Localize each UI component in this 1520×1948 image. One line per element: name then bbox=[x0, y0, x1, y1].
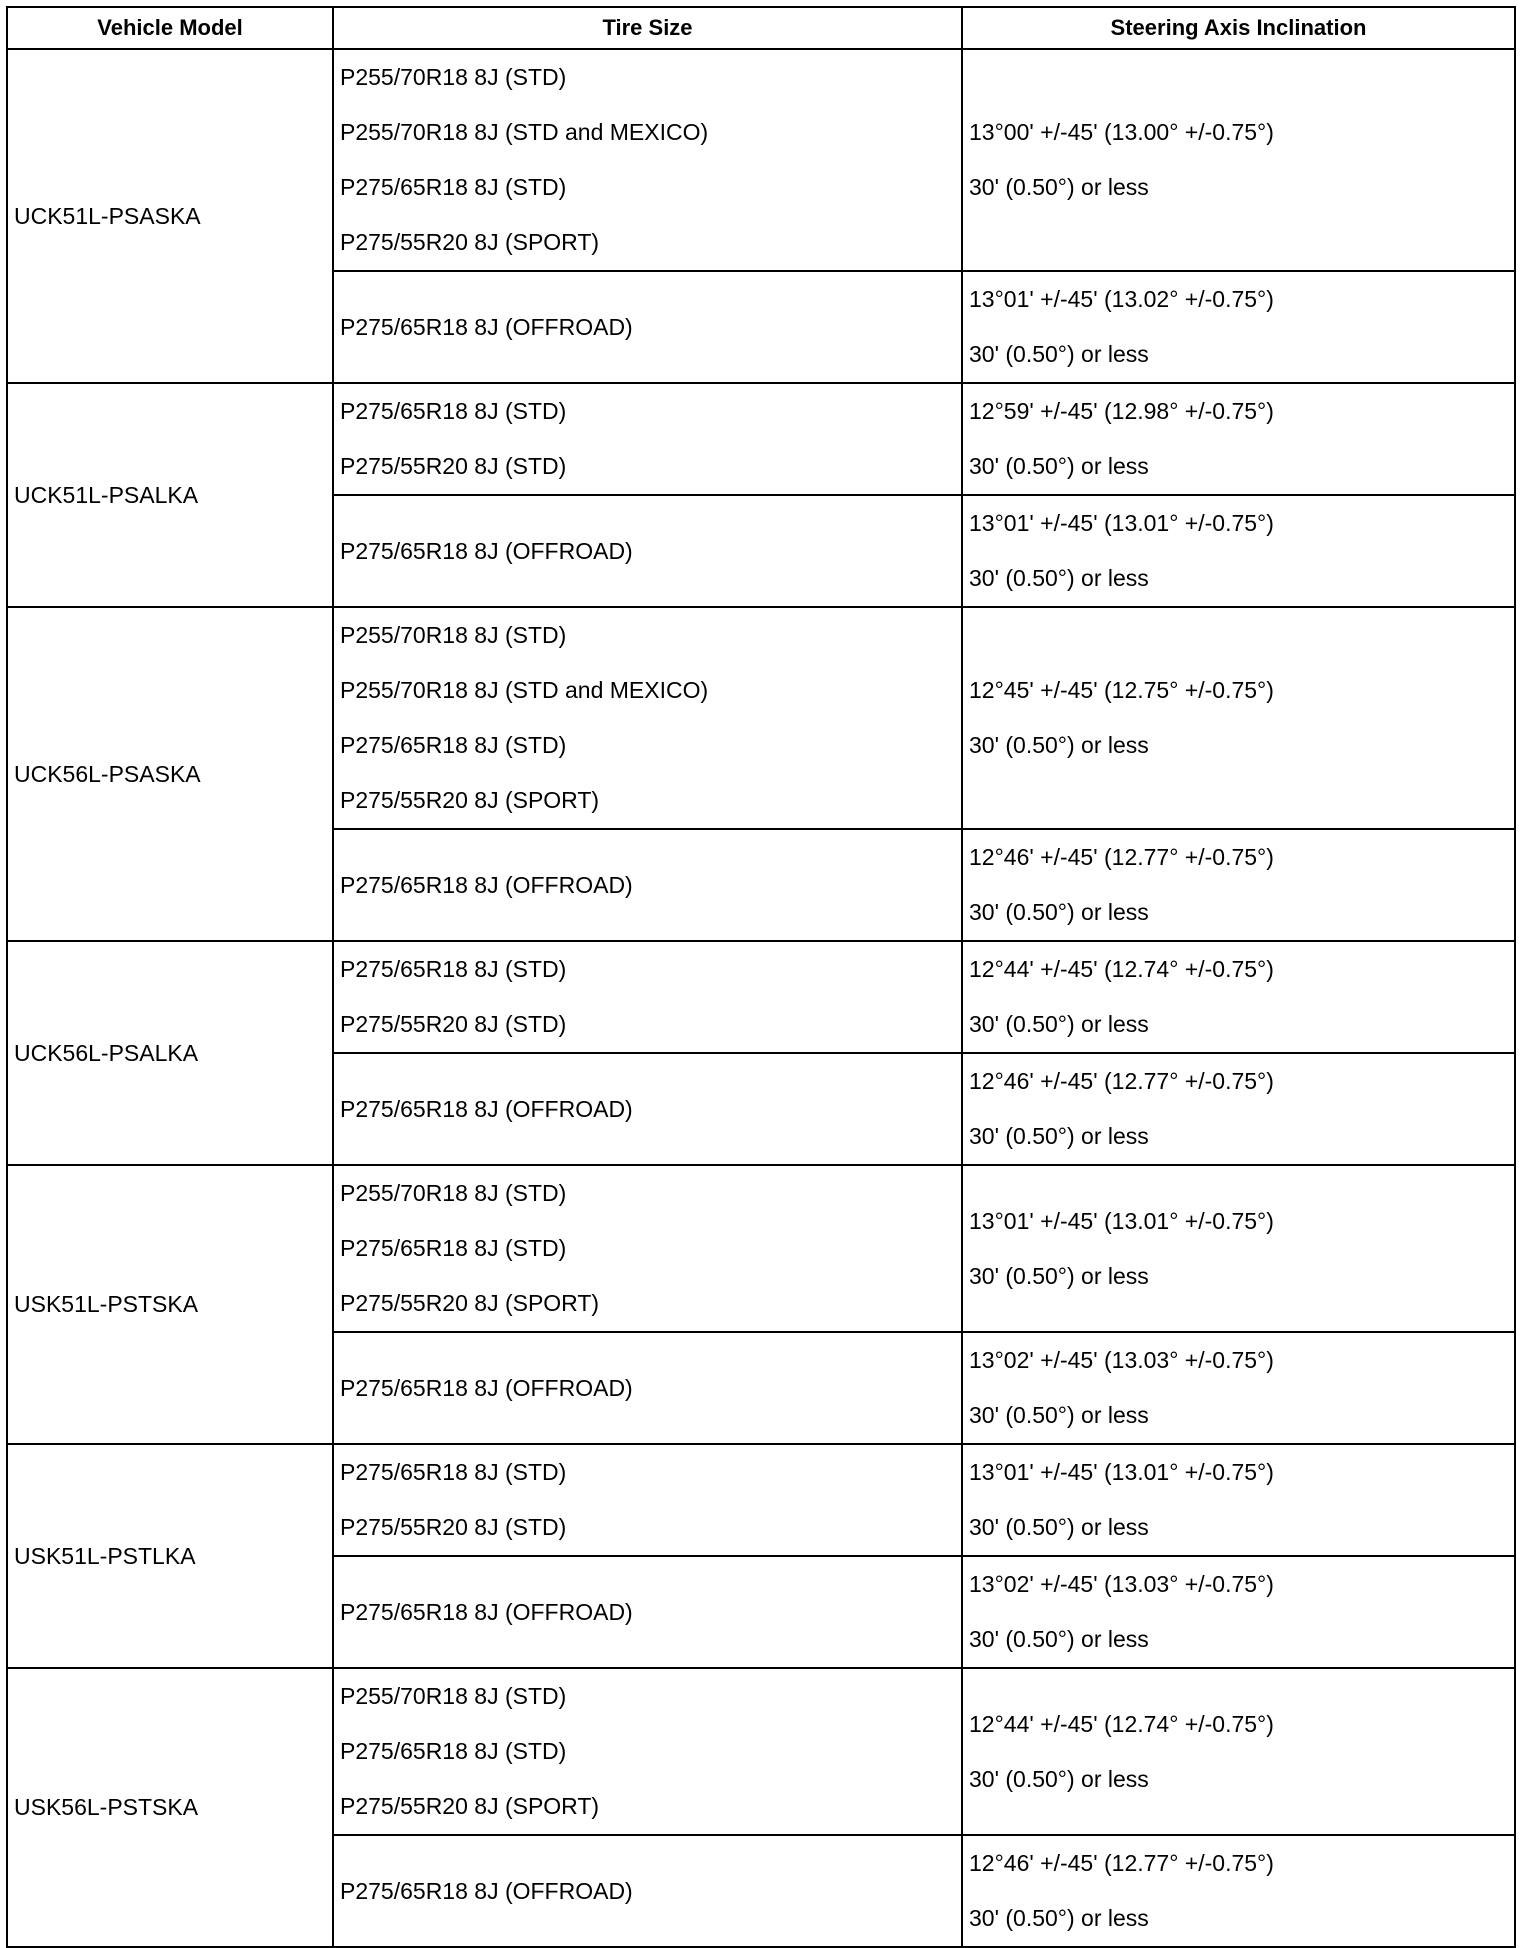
cross-difference-value: 30' (0.50°) or less bbox=[969, 1402, 1149, 1428]
inclination-value: 12°44' +/-45' (12.74° +/-0.75°) bbox=[969, 956, 1274, 982]
cross-difference-value: 30' (0.50°) or less bbox=[969, 1765, 1149, 1792]
tire-size-line: P275/65R18 8J (OFFROAD) bbox=[340, 871, 633, 898]
tire-size-line: P275/65R18 8J (STD) bbox=[340, 732, 567, 758]
tire-size-line: P275/65R18 8J (STD) bbox=[340, 1459, 567, 1485]
steering-axis-inclination-cell bbox=[962, 49, 1515, 271]
cross-difference-value: 30' (0.50°) or less bbox=[969, 1123, 1149, 1149]
inclination-value: 13°02' +/-45' (13.03° +/-0.75°) bbox=[969, 1571, 1274, 1597]
cross-difference-value: 30' (0.50°) or less bbox=[969, 1011, 1149, 1037]
steering-axis-inclination-cell bbox=[962, 1556, 1515, 1668]
cross-difference-value: 30' (0.50°) or less bbox=[969, 565, 1149, 591]
steering-axis-inclination-cell bbox=[962, 495, 1515, 607]
inclination-value: 13°01' +/-45' (13.01° +/-0.75°) bbox=[969, 510, 1274, 536]
table-row bbox=[7, 49, 1515, 271]
tire-size-line: P275/55R20 8J (SPORT) bbox=[340, 787, 600, 813]
tire-size-line: P275/65R18 8J (OFFROAD) bbox=[340, 313, 633, 340]
steering-axis-inclination-cell bbox=[962, 829, 1515, 941]
inclination-value: 13°01' +/-45' (13.01° +/-0.75°) bbox=[969, 1207, 1274, 1234]
table-row bbox=[7, 941, 1515, 1053]
tire-size-line: P255/70R18 8J (STD) bbox=[340, 1683, 567, 1709]
tire-size-line: P275/65R18 8J (STD) bbox=[340, 1738, 567, 1764]
inclination-value: 13°01' +/-45' (13.02° +/-0.75°) bbox=[969, 286, 1274, 312]
vehicle-model-cell: UCK51L-PSALKA bbox=[7, 383, 333, 607]
inclination-value: 12°59' +/-45' (12.98° +/-0.75°) bbox=[969, 398, 1274, 424]
inclination-value: 12°46' +/-45' (12.77° +/-0.75°) bbox=[969, 1068, 1274, 1094]
tire-size-line: P275/65R18 8J (OFFROAD) bbox=[340, 1598, 633, 1625]
cross-difference-value: 30' (0.50°) or less bbox=[969, 453, 1149, 479]
vehicle-model-cell: UCK51L-PSASKA bbox=[7, 49, 333, 383]
tire-size-line: P255/70R18 8J (STD and MEXICO) bbox=[340, 677, 709, 703]
steering-axis-inclination-cell bbox=[962, 1053, 1515, 1165]
tire-size-cell bbox=[333, 1835, 962, 1947]
vehicle-model-cell: UCK56L-PSALKA bbox=[7, 941, 333, 1165]
steering-axis-inclination-cell bbox=[962, 271, 1515, 383]
tire-size-line: P275/65R18 8J (STD) bbox=[340, 174, 567, 200]
tire-size-cell bbox=[333, 1165, 962, 1332]
tire-size-line: P255/70R18 8J (STD) bbox=[340, 1180, 567, 1206]
steering-axis-inclination-cell bbox=[962, 1332, 1515, 1444]
steering-axis-inclination-cell bbox=[962, 607, 1515, 829]
inclination-value: 12°44' +/-45' (12.74° +/-0.75°) bbox=[969, 1710, 1274, 1737]
cross-difference-value: 30' (0.50°) or less bbox=[969, 732, 1149, 758]
cross-difference-value: 30' (0.50°) or less bbox=[969, 174, 1149, 200]
tire-size-cell bbox=[333, 383, 962, 495]
inclination-value: 13°02' +/-45' (13.03° +/-0.75°) bbox=[969, 1347, 1274, 1373]
cross-difference-value: 30' (0.50°) or less bbox=[969, 899, 1149, 925]
tire-size-line: P275/65R18 8J (STD) bbox=[340, 956, 567, 982]
vehicle-model-cell: USK56L-PSTSKA bbox=[7, 1668, 333, 1947]
tire-size-line: P275/55R20 8J (STD) bbox=[340, 1011, 567, 1037]
header-vehicle-model: Vehicle Model bbox=[7, 7, 333, 49]
cross-difference-value: 30' (0.50°) or less bbox=[969, 1514, 1149, 1540]
steering-axis-inclination-cell bbox=[962, 941, 1515, 1053]
table-row bbox=[7, 1165, 1515, 1332]
tire-size-cell bbox=[333, 49, 962, 271]
vehicle-model-cell: USK51L-PSTSKA bbox=[7, 1165, 333, 1444]
header-tire-size: Tire Size bbox=[333, 7, 962, 49]
tire-size-line: P255/70R18 8J (STD) bbox=[340, 64, 567, 90]
steering-axis-inclination-cell bbox=[962, 1444, 1515, 1556]
header-steering-axis-inclination: Steering Axis Inclination bbox=[962, 7, 1515, 49]
tire-size-line: P275/65R18 8J (OFFROAD) bbox=[340, 537, 633, 564]
tire-size-line: P275/65R18 8J (OFFROAD) bbox=[340, 1374, 633, 1401]
spec-body bbox=[7, 49, 1515, 1947]
tire-size-cell bbox=[333, 495, 962, 607]
inclination-value: 12°46' +/-45' (12.77° +/-0.75°) bbox=[969, 1850, 1274, 1876]
tire-size-line: P275/55R20 8J (SPORT) bbox=[340, 229, 600, 255]
tire-size-cell bbox=[333, 607, 962, 829]
table-row bbox=[7, 607, 1515, 829]
tire-size-line: P275/65R18 8J (OFFROAD) bbox=[340, 1095, 633, 1122]
cross-difference-value: 30' (0.50°) or less bbox=[969, 341, 1149, 367]
tire-size-line: P275/55R20 8J (SPORT) bbox=[340, 1793, 600, 1819]
cross-difference-value: 30' (0.50°) or less bbox=[969, 1905, 1149, 1931]
steering-axis-inclination-cell bbox=[962, 1165, 1515, 1332]
inclination-value: 12°45' +/-45' (12.75° +/-0.75°) bbox=[969, 677, 1274, 703]
tire-size-line: P275/65R18 8J (OFFROAD) bbox=[340, 1877, 633, 1904]
alignment-spec-table bbox=[6, 6, 1516, 1948]
header-row bbox=[7, 7, 1515, 49]
tire-size-line: P275/65R18 8J (STD) bbox=[340, 1235, 567, 1261]
table-row bbox=[7, 383, 1515, 495]
table-row bbox=[7, 1444, 1515, 1556]
tire-size-line: P275/55R20 8J (SPORT) bbox=[340, 1290, 600, 1316]
tire-size-cell bbox=[333, 829, 962, 941]
tire-size-line: P275/65R18 8J (STD) bbox=[340, 398, 567, 424]
tire-size-cell bbox=[333, 1668, 962, 1835]
tire-size-line: P255/70R18 8J (STD and MEXICO) bbox=[340, 119, 709, 145]
tire-size-cell bbox=[333, 1053, 962, 1165]
table-row bbox=[7, 1668, 1515, 1835]
tire-size-line: P275/55R20 8J (STD) bbox=[340, 453, 567, 479]
tire-size-cell bbox=[333, 1332, 962, 1444]
tire-size-line: P275/55R20 8J (STD) bbox=[340, 1514, 567, 1540]
cross-difference-value: 30' (0.50°) or less bbox=[969, 1626, 1149, 1652]
steering-axis-inclination-cell bbox=[962, 1835, 1515, 1947]
inclination-value: 13°01' +/-45' (13.01° +/-0.75°) bbox=[969, 1459, 1274, 1485]
steering-axis-inclination-cell bbox=[962, 383, 1515, 495]
tire-size-line: P255/70R18 8J (STD) bbox=[340, 622, 567, 648]
tire-size-cell bbox=[333, 941, 962, 1053]
vehicle-model-cell: USK51L-PSTLKA bbox=[7, 1444, 333, 1668]
vehicle-model-cell: UCK56L-PSASKA bbox=[7, 607, 333, 941]
inclination-value: 13°00' +/-45' (13.00° +/-0.75°) bbox=[969, 119, 1274, 145]
tire-size-cell bbox=[333, 271, 962, 383]
tire-size-cell bbox=[333, 1556, 962, 1668]
tire-size-cell bbox=[333, 1444, 962, 1556]
cross-difference-value: 30' (0.50°) or less bbox=[969, 1262, 1149, 1289]
inclination-value: 12°46' +/-45' (12.77° +/-0.75°) bbox=[969, 844, 1274, 870]
steering-axis-inclination-cell bbox=[962, 1668, 1515, 1835]
